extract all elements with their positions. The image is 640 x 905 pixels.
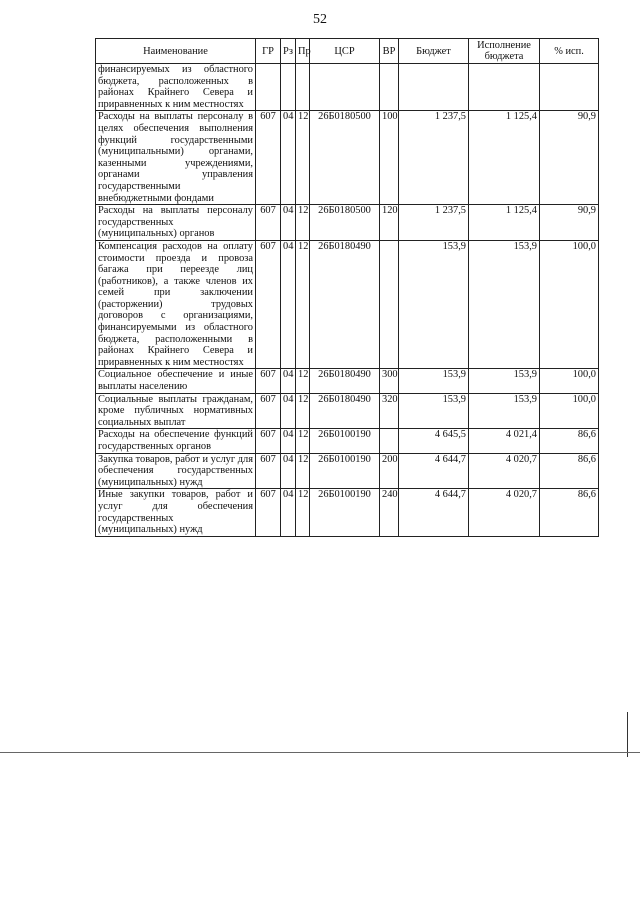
- row-gr: 607: [256, 429, 281, 453]
- row-pct: 90,9: [540, 205, 599, 241]
- row-name: Социальное обеспечение и иные выплаты населению: [96, 369, 256, 393]
- row-vr: [380, 240, 399, 369]
- row-vr: 240: [380, 489, 399, 536]
- header-vr: ВР: [380, 39, 399, 64]
- row-execution: 4 021,4: [469, 429, 540, 453]
- row-pr: 12: [296, 240, 310, 369]
- row-gr: [256, 64, 281, 111]
- row-gr: 607: [256, 240, 281, 369]
- row-rz: 04: [281, 393, 296, 429]
- row-csr: 26Б0100190: [310, 429, 380, 453]
- row-gr: 607: [256, 111, 281, 205]
- page-number: 52: [313, 12, 327, 27]
- row-vr: 300: [380, 369, 399, 393]
- table-row: [96, 429, 599, 453]
- row-vr: 320: [380, 393, 399, 429]
- row-gr: 607: [256, 205, 281, 241]
- row-name: Расходы на выплаты персоналу в целях обеспечения выполнения функций государственными (муниципальными) органами, казенными учреждениями, органами управления государственными внебюджетными фондами: [96, 111, 256, 205]
- header-name: Наименование: [96, 39, 256, 64]
- row-csr: 26Б0180500: [310, 111, 380, 205]
- row-budget: 153,9: [399, 369, 469, 393]
- row-execution: 1 125,4: [469, 111, 540, 205]
- row-rz: 04: [281, 111, 296, 205]
- row-name: Компенсация расходов на оплату стоимости проезда и провоза багажа при переезде лиц (работников), а также членов их семей при заключении (расторжении) трудовых договоров с организациями, финансируемыми из областного бюджета, расположенными в районах Крайнего Севера и приравненных к ним местностях: [96, 240, 256, 369]
- table-row: [96, 489, 599, 536]
- row-budget: 1 237,5: [399, 205, 469, 241]
- row-gr: 607: [256, 489, 281, 536]
- budget-table: [95, 38, 599, 537]
- row-rz: 04: [281, 453, 296, 489]
- row-pr: [296, 64, 310, 111]
- table-row: [96, 369, 599, 393]
- row-csr: 26Б0180490: [310, 240, 380, 369]
- row-rz: 04: [281, 429, 296, 453]
- table-row: [96, 453, 599, 489]
- row-pr: 12: [296, 429, 310, 453]
- row-name: Расходы на выплаты персоналу государственных (муниципальных) органов: [96, 205, 256, 241]
- row-execution: [469, 64, 540, 111]
- row-pr: 12: [296, 111, 310, 205]
- row-pct: 100,0: [540, 393, 599, 429]
- row-pr: 12: [296, 369, 310, 393]
- row-execution: 153,9: [469, 369, 540, 393]
- row-gr: 607: [256, 369, 281, 393]
- row-pr: 12: [296, 393, 310, 429]
- row-rz: 04: [281, 205, 296, 241]
- table-row: [96, 64, 599, 111]
- header-rz: Рз: [281, 39, 296, 64]
- row-execution: 4 020,7: [469, 489, 540, 536]
- row-budget: 153,9: [399, 393, 469, 429]
- row-budget: 1 237,5: [399, 111, 469, 205]
- table-row: [96, 393, 599, 429]
- row-pct: 86,6: [540, 453, 599, 489]
- row-vr: 120: [380, 205, 399, 241]
- row-name: Расходы на обеспечение функций государственных органов: [96, 429, 256, 453]
- row-rz: [281, 64, 296, 111]
- row-vr: 200: [380, 453, 399, 489]
- header-budget: Бюджет: [399, 39, 469, 64]
- row-gr: 607: [256, 393, 281, 429]
- row-pr: 12: [296, 205, 310, 241]
- row-execution: 153,9: [469, 393, 540, 429]
- row-rz: 04: [281, 489, 296, 536]
- header-pct: % исп.: [540, 39, 599, 64]
- row-pct: 100,0: [540, 240, 599, 369]
- row-vr: [380, 64, 399, 111]
- row-csr: [310, 64, 380, 111]
- row-budget: 4 645,5: [399, 429, 469, 453]
- row-pr: 12: [296, 453, 310, 489]
- table-row: [96, 111, 599, 205]
- row-pct: [540, 64, 599, 111]
- row-pr: 12: [296, 489, 310, 536]
- page-bottom-rule: [0, 752, 640, 753]
- row-vr: 100: [380, 111, 399, 205]
- row-rz: 04: [281, 369, 296, 393]
- header-csr: ЦСР: [310, 39, 380, 64]
- row-csr: 26Б0100190: [310, 453, 380, 489]
- row-csr: 26Б0180490: [310, 393, 380, 429]
- row-name: Социальные выплаты гражданам, кроме публичных нормативных социальных выплат: [96, 393, 256, 429]
- table-row: [96, 240, 599, 369]
- row-budget: 153,9: [399, 240, 469, 369]
- row-budget: 4 644,7: [399, 489, 469, 536]
- row-name: Иные закупки товаров, работ и услуг для обеспечения государственных (муниципальных) нужд: [96, 489, 256, 536]
- row-budget: [399, 64, 469, 111]
- table-header-row: [96, 39, 599, 64]
- row-budget: 4 644,7: [399, 453, 469, 489]
- table-row: [96, 205, 599, 241]
- row-name: финансируемых из областного бюджета, расположенных в районах Крайнего Севера и приравненных к ним местностях: [96, 64, 256, 111]
- row-name: Закупка товаров, работ и услуг для обеспечения государственных (муниципальных) нужд: [96, 453, 256, 489]
- row-csr: 26Б0180490: [310, 369, 380, 393]
- header-gr: ГР: [256, 39, 281, 64]
- row-vr: [380, 429, 399, 453]
- header-execution: Исполнение бюджета: [469, 39, 540, 64]
- row-pct: 86,6: [540, 489, 599, 536]
- row-pct: 90,9: [540, 111, 599, 205]
- row-execution: 4 020,7: [469, 453, 540, 489]
- row-pct: 86,6: [540, 429, 599, 453]
- header-pr: Пр: [296, 39, 310, 64]
- row-csr: 26Б0180500: [310, 205, 380, 241]
- row-csr: 26Б0100190: [310, 489, 380, 536]
- margin-mark-line: [627, 712, 628, 757]
- row-rz: 04: [281, 240, 296, 369]
- row-gr: 607: [256, 453, 281, 489]
- row-execution: 153,9: [469, 240, 540, 369]
- row-pct: 100,0: [540, 369, 599, 393]
- row-execution: 1 125,4: [469, 205, 540, 241]
